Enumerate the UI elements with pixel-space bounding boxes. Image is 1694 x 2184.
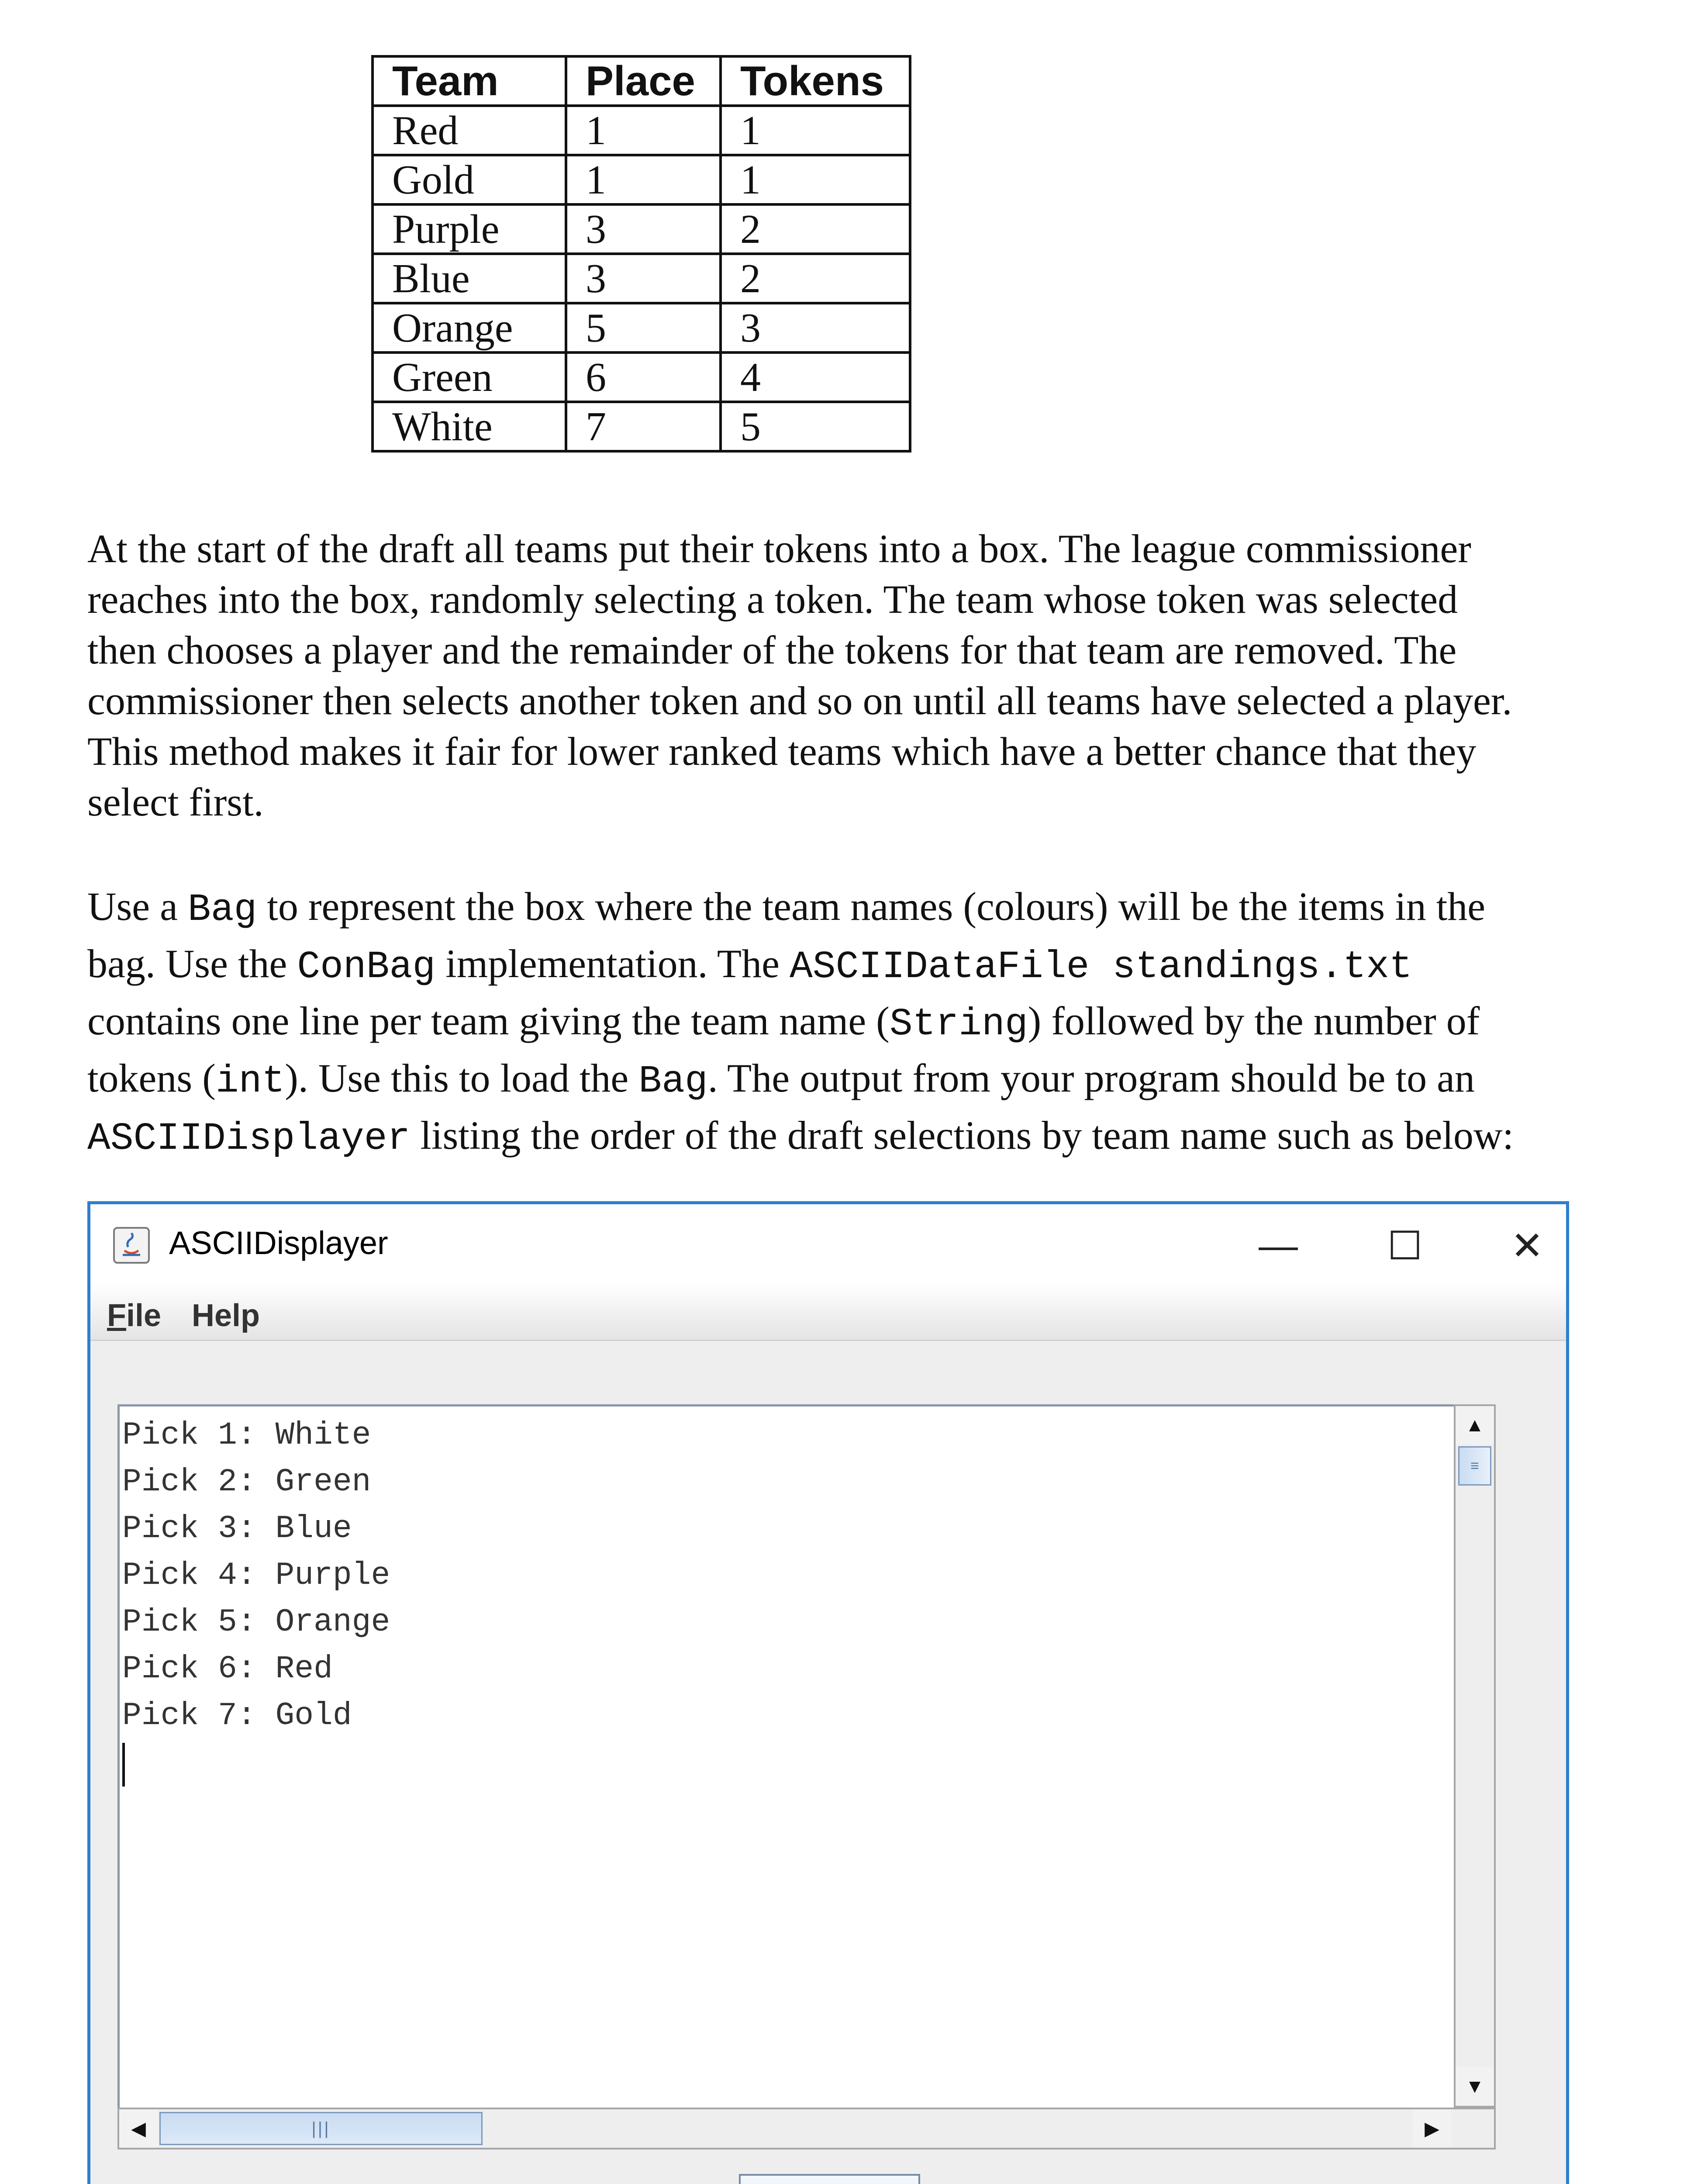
table-row [373, 352, 910, 402]
tokens-cell: 1 [721, 106, 910, 155]
team-cell: Gold [373, 155, 566, 204]
paragraph-line: At the start of the draft all teams put their tokens into a box. The league commissioner [87, 526, 1471, 571]
menu-bar [90, 1283, 1566, 1341]
output-line: Pick 2: Green [122, 1464, 371, 1500]
place-cell: 7 [566, 402, 721, 451]
mnemonic-letter: F [107, 1298, 126, 1333]
header-tokens: Tokens [721, 56, 910, 106]
team-cell: Orange [373, 303, 566, 352]
output-text-area[interactable] [117, 1404, 1488, 2112]
place-cell: 3 [566, 204, 721, 254]
place-cell: 5 [566, 303, 721, 352]
output-line: Pick 4: Purple [122, 1557, 390, 1593]
scroll-down-arrow-icon[interactable]: ▼ [1456, 2067, 1494, 2106]
team-cell: Red [373, 106, 566, 155]
standings-table [371, 55, 911, 453]
table-row [373, 254, 910, 303]
paragraph-line: select first. [87, 780, 264, 824]
text-caret [122, 1743, 125, 1787]
code-asciidisplayer: ASCIIDisplayer [87, 1117, 411, 1161]
paragraph-line: This method makes it fair for lower ranked teams which have a better chance that they [87, 729, 1477, 774]
header-team: Team [373, 56, 566, 106]
output-line: Pick 5: Orange [122, 1604, 390, 1640]
team-cell: Blue [373, 254, 566, 303]
paragraph-line: then chooses a player and the remainder of the tokens for that team are removed. The [87, 628, 1457, 672]
table-row [373, 303, 910, 352]
code-datafile: ASCIIDataFile standings.txt [789, 946, 1412, 989]
table-row [373, 402, 910, 451]
output-line: Pick 6: Red [122, 1651, 333, 1687]
output-line: Pick 3: Blue [122, 1510, 352, 1547]
table-row [373, 204, 910, 254]
table-header-row [373, 56, 910, 106]
menu-help[interactable]: Help [192, 1298, 260, 1333]
text-run: ). Use this to load the [285, 1056, 639, 1100]
team-cell: White [373, 402, 566, 451]
title-bar [90, 1204, 1566, 1283]
paragraph-line: commissioner then selects another token and so on until all teams have selected a player. [87, 678, 1512, 723]
draft-description-paragraph [87, 523, 1677, 827]
tokens-cell: 2 [721, 204, 910, 254]
paragraph-line [87, 937, 1677, 994]
tokens-cell: 4 [721, 352, 910, 402]
tokens-cell: 1 [721, 155, 910, 204]
vertical-scrollbar[interactable] [1454, 1404, 1496, 2108]
code-bag: Bag [187, 888, 257, 932]
output-line: Pick 1: White [122, 1417, 371, 1453]
output-lines [122, 1412, 390, 1739]
place-cell: 6 [566, 352, 721, 402]
text-run: ) followed by the number of [1028, 999, 1480, 1043]
code-conbag: ConBag [297, 946, 436, 989]
text-run: Use a [87, 884, 188, 929]
tokens-cell: 2 [721, 254, 910, 303]
place-cell: 1 [566, 155, 721, 204]
window-close-button[interactable]: ✕ [1511, 1224, 1544, 1268]
code-int: int [215, 1060, 285, 1103]
java-app-icon [112, 1226, 151, 1265]
tokens-cell: 5 [721, 402, 910, 451]
header-place: Place [566, 56, 721, 106]
text-run: listing the order of the draft selections by team name such as below: [410, 1113, 1514, 1158]
text-run: . The output from your program should be to an [707, 1056, 1475, 1100]
tokens-cell: 3 [721, 303, 910, 352]
team-cell: Purple [373, 204, 566, 254]
text-run: to represent the box where the team names (colours) will be the items in the [257, 884, 1486, 929]
minimize-button[interactable]: — [1259, 1223, 1298, 1268]
code-bag: Bag [638, 1060, 708, 1103]
scroll-up-arrow-icon[interactable]: ▲ [1456, 1406, 1494, 1444]
horizontal-scrollbar[interactable] [117, 2108, 1496, 2149]
paragraph-line [87, 994, 1677, 1051]
window-title: ASCIIDisplayer [169, 1225, 388, 1261]
ascii-displayer-window [87, 1201, 1569, 2184]
scroll-right-arrow-icon[interactable]: ▶ [1413, 2109, 1451, 2148]
scroll-left-arrow-icon[interactable]: ◀ [119, 2109, 158, 2148]
paragraph-line [87, 880, 1677, 937]
place-cell: 3 [566, 254, 721, 303]
paragraph-line [87, 1109, 1677, 1166]
place-cell: 1 [566, 106, 721, 155]
code-string: String [889, 1003, 1028, 1046]
vertical-scroll-thumb[interactable]: ≡ [1458, 1446, 1491, 1486]
instructions-paragraph [87, 880, 1677, 1166]
output-line: Pick 7: Gold [122, 1697, 352, 1734]
text-run: bag. Use the [87, 941, 297, 986]
menu-file[interactable] [107, 1298, 161, 1334]
table-row [373, 106, 910, 155]
team-cell: Green [373, 352, 566, 402]
paragraph-line: reaches into the box, randomly selecting a token. The team whose token was selected [87, 577, 1458, 622]
horizontal-scroll-thumb[interactable]: ||| [159, 2112, 483, 2145]
text-run: contains one line per team giving the team name ( [87, 999, 890, 1043]
maximize-button[interactable]: ☐ [1387, 1224, 1423, 1268]
paragraph-line [87, 1051, 1677, 1109]
close-button[interactable] [739, 2174, 920, 2184]
text-run: implementation. The [435, 941, 790, 986]
menu-label: ile [126, 1298, 162, 1333]
table-row [373, 155, 910, 204]
text-run: tokens ( [87, 1056, 216, 1100]
